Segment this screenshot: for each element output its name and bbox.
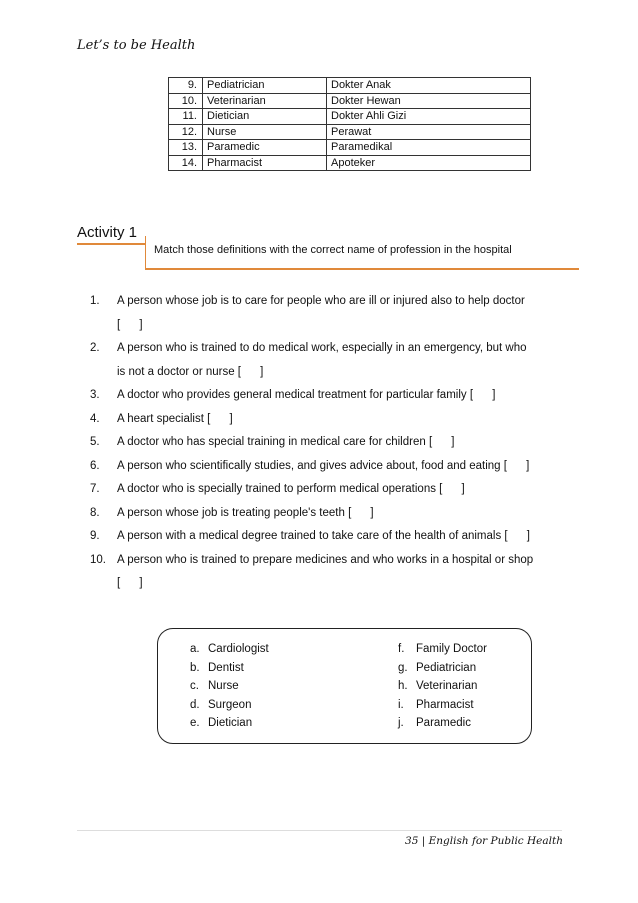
page-header-title: Let’s to be Health — [77, 38, 196, 53]
question-text: A person with a medical degree trained to take care of the health of animals [ ] — [117, 530, 530, 542]
question-text: A person whose job is treating people's teeth [ ] — [117, 506, 374, 519]
question-text: A heart specialist [ ] — [117, 412, 233, 425]
option-label: Family Doctor — [416, 643, 487, 655]
options-left-column — [190, 640, 269, 733]
question-item — [90, 455, 570, 479]
option-letter: j. — [398, 717, 404, 729]
answer-option — [398, 677, 487, 696]
answer-option — [398, 659, 487, 678]
question-item — [90, 408, 570, 432]
answer-option — [190, 696, 269, 715]
table-cell-id: Dokter Anak — [327, 78, 531, 94]
question-text-continued: [ ] — [117, 318, 143, 331]
table-cell-num: 14. — [169, 155, 203, 171]
option-letter: e. — [190, 717, 200, 729]
question-item — [90, 384, 570, 408]
table-cell-en: Pediatrician — [203, 78, 327, 94]
question-number: 5. — [90, 436, 100, 448]
activity-underline — [77, 243, 145, 245]
page-footer: 35 | English for Public Health — [405, 835, 563, 847]
table-cell-id: Dokter Hewan — [327, 93, 531, 109]
question-text: A person whose job is to care for people who are ill or injured also to help doctor — [117, 295, 525, 307]
table-cell-num: 11. — [169, 109, 203, 125]
table-row — [169, 140, 531, 156]
question-text: A doctor who provides general medical treatment for particular family [ ] — [117, 389, 496, 401]
answer-option — [398, 714, 487, 733]
question-text-continued: is not a doctor or nurse [ ] — [117, 365, 264, 378]
option-label: Cardiologist — [208, 643, 269, 655]
table-cell-num: 12. — [169, 124, 203, 140]
table-cell-en: Pharmacist — [203, 155, 327, 171]
option-label: Pediatrician — [416, 661, 477, 674]
option-letter: g. — [398, 661, 408, 674]
question-item — [90, 525, 570, 549]
table-cell-en: Paramedic — [203, 140, 327, 156]
option-label: Veterinarian — [416, 680, 478, 692]
question-number: 1. — [90, 295, 100, 307]
table-row — [169, 93, 531, 109]
question-number: 8. — [90, 506, 100, 519]
question-number: 2. — [90, 342, 100, 354]
activity-instruction: Match those definitions with the correct name of profession in the hospital — [154, 244, 512, 256]
table-cell-id: Dokter Ahli Gizi — [327, 109, 531, 125]
question-item — [90, 431, 570, 455]
table-cell-en: Nurse — [203, 124, 327, 140]
option-letter: f. — [398, 643, 405, 655]
question-number: 6. — [90, 459, 100, 472]
option-letter: b. — [190, 661, 200, 674]
question-text: A person who is trained to prepare medicines and who works in a hospital or shop — [117, 553, 534, 566]
footer-divider — [77, 830, 562, 831]
option-letter: a. — [190, 643, 200, 655]
option-label: Dentist — [208, 661, 244, 674]
answer-option — [190, 640, 269, 659]
question-list — [90, 290, 570, 596]
table-cell-num: 9. — [169, 78, 203, 94]
question-number: 10. — [90, 553, 106, 566]
table-row — [169, 78, 531, 94]
table-cell-en: Veterinarian — [203, 93, 327, 109]
option-label: Pharmacist — [416, 698, 474, 711]
question-text: A person who is trained to do medical work, especially in an emergency, but who — [117, 342, 527, 354]
question-number: 9. — [90, 530, 100, 542]
option-letter: i. — [398, 698, 404, 711]
question-item — [90, 549, 570, 596]
question-item — [90, 337, 570, 384]
table-cell-en: Dietician — [203, 109, 327, 125]
table-row — [169, 155, 531, 171]
option-label: Dietician — [208, 717, 253, 729]
question-text: A doctor who has special training in medical care for children [ ] — [117, 436, 455, 448]
activity-title: Activity 1 — [77, 224, 138, 241]
question-number: 7. — [90, 483, 100, 495]
question-number: 3. — [90, 389, 100, 401]
vocabulary-table — [168, 77, 531, 171]
answer-option — [190, 659, 269, 678]
option-letter: d. — [190, 698, 200, 711]
option-label: Surgeon — [208, 698, 252, 711]
question-item — [90, 478, 570, 502]
option-label: Paramedic — [416, 717, 471, 729]
table-row — [169, 124, 531, 140]
answer-option — [190, 677, 269, 696]
table-cell-id: Paramedikal — [327, 140, 531, 156]
table-cell-num: 10. — [169, 93, 203, 109]
table-cell-id: Apoteker — [327, 155, 531, 171]
question-number: 4. — [90, 412, 100, 425]
question-text: A person who scientifically studies, and gives advice about, food and eating [ ] — [117, 459, 530, 472]
table-cell-id: Perawat — [327, 124, 531, 140]
table-row — [169, 109, 531, 125]
question-text: A doctor who is specially trained to perform medical operations [ ] — [117, 483, 465, 495]
options-right-column — [398, 640, 487, 733]
question-text-continued: [ ] — [117, 577, 143, 589]
question-item — [90, 290, 570, 337]
option-letter: c. — [190, 680, 199, 692]
answer-option — [398, 696, 487, 715]
option-label: Nurse — [208, 680, 239, 692]
option-letter: h. — [398, 680, 408, 692]
answer-option — [398, 640, 487, 659]
question-item — [90, 502, 570, 526]
table-cell-num: 13. — [169, 140, 203, 156]
answer-option — [190, 714, 269, 733]
